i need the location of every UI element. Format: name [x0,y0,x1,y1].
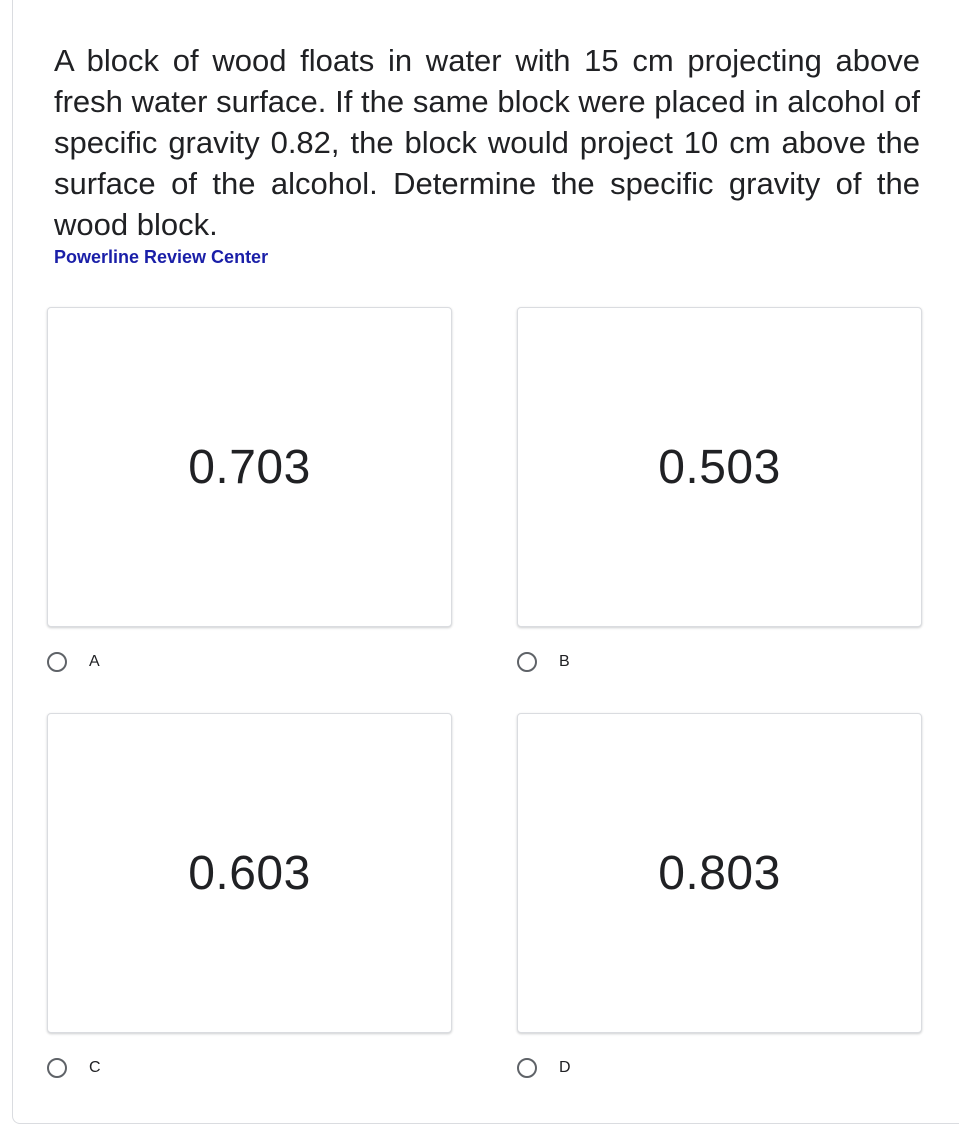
option-d-label: D [559,1059,571,1076]
option-b-radio[interactable] [517,652,537,672]
option-c-choice[interactable] [47,1054,452,1082]
option-a [47,307,452,676]
option-c-radio[interactable] [47,1058,67,1078]
option-b-value: 0.503 [658,440,781,494]
option-d [517,713,922,1082]
option-c [47,713,452,1082]
option-b-choice[interactable] [517,648,922,676]
option-c-card[interactable] [47,713,452,1033]
option-a-card[interactable] [47,307,452,627]
option-d-choice[interactable] [517,1054,922,1082]
option-a-choice[interactable] [47,648,452,676]
option-d-radio[interactable] [517,1058,537,1078]
option-a-radio[interactable] [47,652,67,672]
option-b [517,307,922,676]
option-a-label: A [89,653,100,670]
question-text: A block of wood floats in water with 15 cm projecting above fresh water surface. If the same block were placed in alcohol of specific gravity 0.82, the block would project 10 cm above the surface of the alcohol. Determine the specific gravity of the wood block. [54,43,920,242]
question-credit: Powerline Review Center [54,247,269,267]
option-c-label: C [89,1059,101,1076]
option-c-value: 0.603 [188,846,311,900]
option-b-card[interactable] [517,307,922,627]
option-a-value: 0.703 [188,440,311,494]
option-d-value: 0.803 [658,846,781,900]
option-d-card[interactable] [517,713,922,1033]
option-b-label: B [559,653,570,670]
